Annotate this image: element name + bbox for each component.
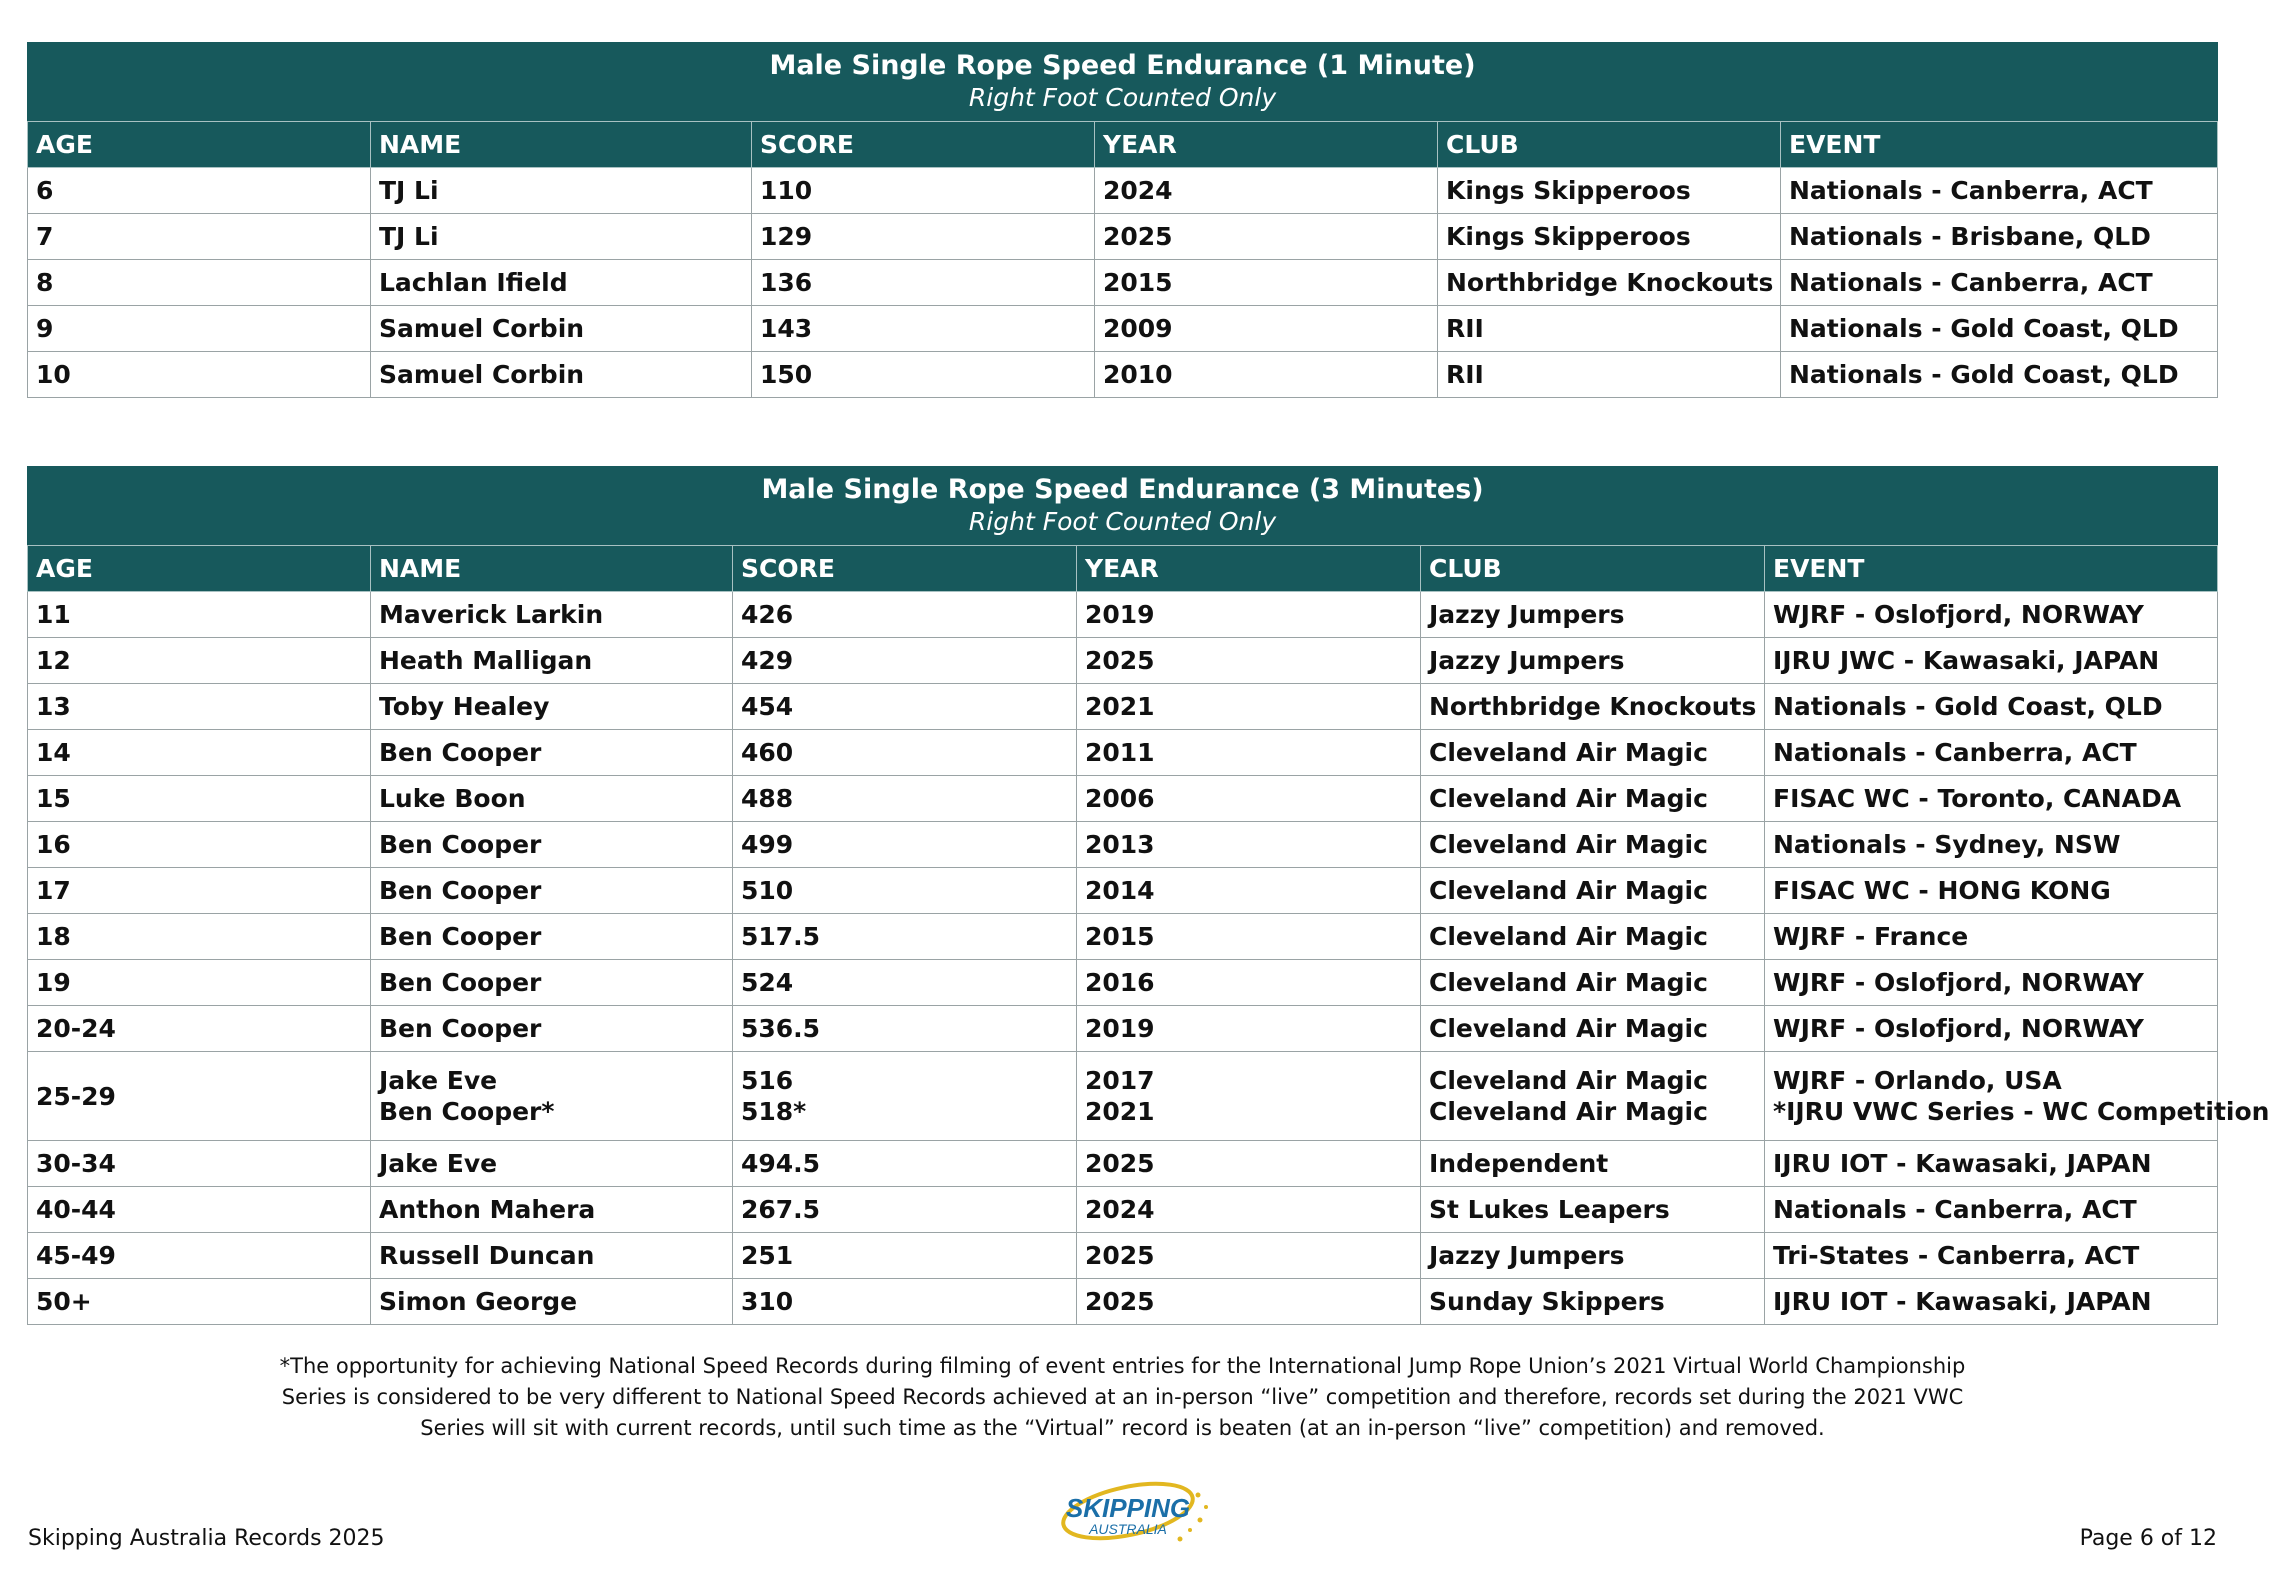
- cell-score: [733, 1052, 1077, 1141]
- cell-score: 499: [733, 822, 1077, 868]
- table-row: [28, 1187, 2218, 1233]
- column-header-score: SCORE: [733, 546, 1077, 592]
- cell-club: Cleveland Air Magic: [1421, 776, 1765, 822]
- cell-name: Ben Cooper: [371, 868, 733, 914]
- column-header-club: CLUB: [1438, 122, 1781, 168]
- cell-name: Toby Healey: [371, 684, 733, 730]
- cell-club: Independent: [1421, 1141, 1765, 1187]
- cell-age: 12: [28, 638, 371, 684]
- column-header-name: NAME: [371, 546, 733, 592]
- cell-score: 251: [733, 1233, 1077, 1279]
- cell-club: Cleveland Air Magic: [1421, 960, 1765, 1006]
- column-header-name: NAME: [371, 122, 752, 168]
- cell-year: 2015: [1077, 914, 1421, 960]
- cell-year: 2014: [1077, 868, 1421, 914]
- cell-age: 30-34: [28, 1141, 371, 1187]
- cell-event: Nationals - Canberra, ACT: [1781, 168, 2218, 214]
- cell-name: Ben Cooper: [371, 822, 733, 868]
- cell-club: Jazzy Jumpers: [1421, 592, 1765, 638]
- cell-year: 2010: [1095, 352, 1438, 398]
- cell-event: IJRU IOT - Kawasaki, JAPAN: [1765, 1279, 2218, 1325]
- cell-year: 2013: [1077, 822, 1421, 868]
- cell-club: Jazzy Jumpers: [1421, 1233, 1765, 1279]
- cell-event: FISAC WC - Toronto, CANADA: [1765, 776, 2218, 822]
- cell-age: 45-49: [28, 1233, 371, 1279]
- logo-text-skipping: SKIPPING: [1065, 1493, 1191, 1523]
- cell-age: 15: [28, 776, 371, 822]
- cell-year: 2019: [1077, 1006, 1421, 1052]
- cell-age: 19: [28, 960, 371, 1006]
- cell-score: 517.5: [733, 914, 1077, 960]
- cell-year: 2021: [1077, 684, 1421, 730]
- cell-name: TJ Li: [371, 168, 752, 214]
- cell-score: 110: [752, 168, 1095, 214]
- table-row: [28, 1141, 2218, 1187]
- records-table-3-minutes: [27, 466, 2269, 1325]
- cell-score: 510: [733, 868, 1077, 914]
- cell-year: 2024: [1077, 1187, 1421, 1233]
- table-row: [28, 730, 2218, 776]
- logo-text-australia: AUSTRALIA: [1089, 1521, 1167, 1537]
- cell-name: Luke Boon: [371, 776, 733, 822]
- cell-score: 524: [733, 960, 1077, 1006]
- cell-age: 40-44: [28, 1187, 371, 1233]
- cell-event: FISAC WC - HONG KONG: [1765, 868, 2218, 914]
- cell-year: 2016: [1077, 960, 1421, 1006]
- cell-name: Ben Cooper: [371, 960, 733, 1006]
- cell-name-line: Ben Cooper*: [379, 1097, 555, 1126]
- cell-event: IJRU JWC - Kawasaki, JAPAN: [1765, 638, 2218, 684]
- cell-name-line: Jake Eve: [379, 1066, 498, 1095]
- cell-event: WJRF - Oslofjord, NORWAY: [1765, 592, 2218, 638]
- cell-age: 17: [28, 868, 371, 914]
- cell-year: 2015: [1095, 260, 1438, 306]
- cell-score: 136: [752, 260, 1095, 306]
- cell-name: Anthon Mahera: [371, 1187, 733, 1233]
- cell-name: TJ Li: [371, 214, 752, 260]
- cell-age: 13: [28, 684, 371, 730]
- cell-club: Cleveland Air Magic: [1421, 868, 1765, 914]
- cell-event: Nationals - Gold Coast, QLD: [1781, 352, 2218, 398]
- cell-age: 8: [28, 260, 371, 306]
- cell-event-line: WJRF - Orlando, USA: [1773, 1066, 2062, 1095]
- cell-club: [1421, 1052, 1765, 1141]
- cell-year: 2009: [1095, 306, 1438, 352]
- cell-age: 7: [28, 214, 371, 260]
- cell-year-line: 2021: [1085, 1097, 1155, 1126]
- cell-score: 267.5: [733, 1187, 1077, 1233]
- logo-star-icon: [1204, 1505, 1208, 1509]
- cell-year: [1077, 1052, 1421, 1141]
- cell-score: 460: [733, 730, 1077, 776]
- cell-score: 488: [733, 776, 1077, 822]
- cell-name: Ben Cooper: [371, 1006, 733, 1052]
- cell-year: 2025: [1077, 1141, 1421, 1187]
- footnote-line: Series is considered to be very different to National Speed Records achieved at an in-person “live” competition and therefore, records set during the 2021 VWC: [281, 1385, 1964, 1409]
- table-row: [28, 1052, 2218, 1141]
- cell-event-line: *IJRU VWC Series - WC Competition: [1773, 1097, 2269, 1126]
- cell-year: 2006: [1077, 776, 1421, 822]
- cell-event: Tri-States - Canberra, ACT: [1765, 1233, 2218, 1279]
- cell-year: 2019: [1077, 592, 1421, 638]
- table-row: [28, 214, 2218, 260]
- cell-event: Nationals - Brisbane, QLD: [1781, 214, 2218, 260]
- cell-score: 494.5: [733, 1141, 1077, 1187]
- cell-age: 50+: [28, 1279, 371, 1325]
- records-table-1-minute: [27, 42, 2218, 398]
- cell-club: Kings Skipperoos: [1438, 168, 1781, 214]
- cell-club: Cleveland Air Magic: [1421, 730, 1765, 776]
- cell-name: Russell Duncan: [371, 1233, 733, 1279]
- table-row: [28, 260, 2218, 306]
- cell-year: 2025: [1077, 638, 1421, 684]
- cell-name: Samuel Corbin: [371, 352, 752, 398]
- cell-club: Jazzy Jumpers: [1421, 638, 1765, 684]
- cell-age: 18: [28, 914, 371, 960]
- table-title-cell: [28, 467, 2218, 546]
- footer-page-number: Page 6 of 12: [2079, 1526, 2217, 1551]
- cell-score-line: 516: [741, 1066, 794, 1095]
- cell-name: Simon George: [371, 1279, 733, 1325]
- table-title: Male Single Rope Speed Endurance (3 Minutes): [761, 474, 1484, 505]
- table-row: [28, 168, 2218, 214]
- cell-event: Nationals - Canberra, ACT: [1765, 730, 2218, 776]
- table-row: [28, 1233, 2218, 1279]
- table-subtitle: Right Foot Counted Only: [968, 507, 1277, 536]
- cell-age: 9: [28, 306, 371, 352]
- cell-name: Heath Malligan: [371, 638, 733, 684]
- cell-event: WJRF - Oslofjord, NORWAY: [1765, 960, 2218, 1006]
- cell-name: Ben Cooper: [371, 914, 733, 960]
- skipping-australia-logo: [1040, 1475, 1220, 1555]
- column-header-year: YEAR: [1077, 546, 1421, 592]
- table-row: [28, 684, 2218, 730]
- table-title: Male Single Rope Speed Endurance (1 Minute): [769, 50, 1476, 81]
- cell-event: IJRU IOT - Kawasaki, JAPAN: [1765, 1141, 2218, 1187]
- footnote: [200, 1351, 2045, 1444]
- logo-star-icon: [1198, 1518, 1203, 1523]
- footnote-line: Series will sit with current records, until such time as the “Virtual” record is beaten (at an in-person “live” competition) and removed.: [420, 1416, 1825, 1440]
- cell-event: Nationals - Sydney, NSW: [1765, 822, 2218, 868]
- table-row: [28, 776, 2218, 822]
- cell-age: 25-29: [28, 1052, 371, 1141]
- cell-club: Sunday Skippers: [1421, 1279, 1765, 1325]
- cell-year: 2024: [1095, 168, 1438, 214]
- table-title-cell: [28, 43, 2218, 122]
- cell-event: WJRF - France: [1765, 914, 2218, 960]
- footer-document-title: Skipping Australia Records 2025: [28, 1526, 385, 1551]
- table-row: [28, 960, 2218, 1006]
- table-row: [28, 868, 2218, 914]
- cell-event: [1765, 1052, 2269, 1141]
- cell-event: Nationals - Canberra, ACT: [1765, 1187, 2218, 1233]
- table-subtitle: Right Foot Counted Only: [968, 83, 1277, 112]
- cell-club: Kings Skipperoos: [1438, 214, 1781, 260]
- cell-club: Cleveland Air Magic: [1421, 914, 1765, 960]
- column-header-age: AGE: [28, 122, 371, 168]
- table-row: [28, 592, 2218, 638]
- cell-name: Samuel Corbin: [371, 306, 752, 352]
- cell-age: 20-24: [28, 1006, 371, 1052]
- logo-star-icon: [1188, 1528, 1192, 1532]
- cell-score: 454: [733, 684, 1077, 730]
- cell-age: 14: [28, 730, 371, 776]
- cell-club-line: Cleveland Air Magic: [1429, 1066, 1708, 1095]
- cell-age: 16: [28, 822, 371, 868]
- table-row: [28, 306, 2218, 352]
- cell-name: Jake Eve: [371, 1141, 733, 1187]
- column-header-score: SCORE: [752, 122, 1095, 168]
- cell-event: Nationals - Gold Coast, QLD: [1765, 684, 2218, 730]
- cell-club: Northbridge Knockouts: [1421, 684, 1765, 730]
- cell-year: 2025: [1077, 1233, 1421, 1279]
- footnote-line: *The opportunity for achieving National Speed Records during filming of event entries for the International Jump Rope Union’s 2021 Virtual World Championship: [279, 1354, 1966, 1378]
- cell-year: 2025: [1077, 1279, 1421, 1325]
- table-row: [28, 1006, 2218, 1052]
- column-header-event: EVENT: [1765, 546, 2218, 592]
- cell-year-line: 2017: [1085, 1066, 1155, 1095]
- table-row: [28, 1279, 2218, 1325]
- cell-age: 11: [28, 592, 371, 638]
- cell-score: 426: [733, 592, 1077, 638]
- cell-score: 310: [733, 1279, 1077, 1325]
- table-row: [28, 914, 2218, 960]
- cell-club: RII: [1438, 352, 1781, 398]
- cell-score: 150: [752, 352, 1095, 398]
- column-header-year: YEAR: [1095, 122, 1438, 168]
- cell-score: 536.5: [733, 1006, 1077, 1052]
- cell-club: Cleveland Air Magic: [1421, 822, 1765, 868]
- cell-club-line: Cleveland Air Magic: [1429, 1097, 1708, 1126]
- cell-year: 2011: [1077, 730, 1421, 776]
- cell-club: RII: [1438, 306, 1781, 352]
- cell-event: WJRF - Oslofjord, NORWAY: [1765, 1006, 2218, 1052]
- cell-name: Lachlan Ifield: [371, 260, 752, 306]
- column-header-event: EVENT: [1781, 122, 2218, 168]
- cell-club: Northbridge Knockouts: [1438, 260, 1781, 306]
- cell-name: [371, 1052, 733, 1141]
- cell-score: 129: [752, 214, 1095, 260]
- logo-star-icon: [1178, 1537, 1183, 1542]
- cell-score-line: 518*: [741, 1097, 807, 1126]
- cell-club: Cleveland Air Magic: [1421, 1006, 1765, 1052]
- column-header-club: CLUB: [1421, 546, 1765, 592]
- cell-name: Ben Cooper: [371, 730, 733, 776]
- cell-age: 6: [28, 168, 371, 214]
- table-row: [28, 352, 2218, 398]
- column-header-age: AGE: [28, 546, 371, 592]
- cell-event: Nationals - Canberra, ACT: [1781, 260, 2218, 306]
- cell-club: St Lukes Leapers: [1421, 1187, 1765, 1233]
- cell-event: Nationals - Gold Coast, QLD: [1781, 306, 2218, 352]
- table-row: [28, 822, 2218, 868]
- cell-year: 2025: [1095, 214, 1438, 260]
- cell-score: 429: [733, 638, 1077, 684]
- cell-age: 10: [28, 352, 371, 398]
- cell-score: 143: [752, 306, 1095, 352]
- logo-star-icon: [1196, 1493, 1201, 1498]
- table-row: [28, 638, 2218, 684]
- cell-name: Maverick Larkin: [371, 592, 733, 638]
